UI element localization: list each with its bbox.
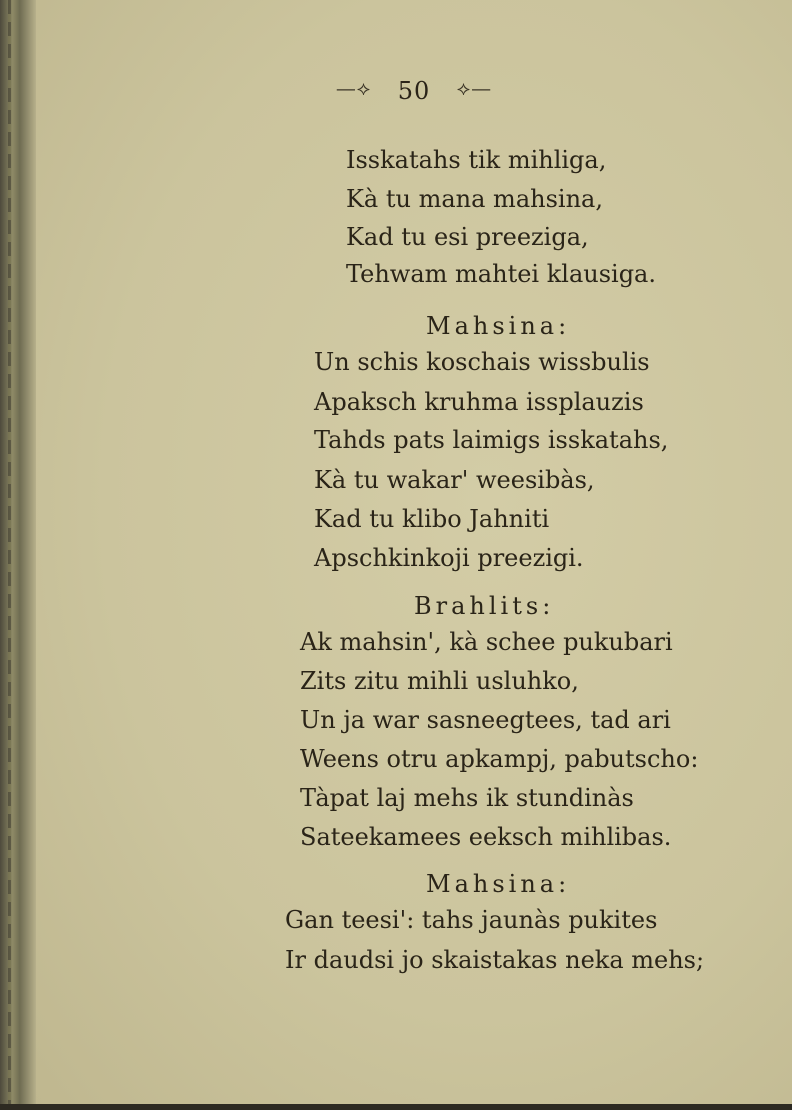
- verse-line: Tahds pats laimigs isskatahs,: [314, 426, 669, 454]
- book-binding: [0, 0, 36, 1110]
- verse-line: Zits zitu mihli usluhko,: [300, 667, 579, 695]
- speaker-heading: Mahsina:: [426, 870, 571, 898]
- verse-line: Kà tu wakar' weesibàs,: [314, 466, 595, 494]
- verse-line: Un schis koschais wissbulis: [314, 348, 650, 376]
- verse-line: Kad tu esi preeziga,: [346, 223, 589, 251]
- left-ornament: —⟡: [335, 76, 372, 100]
- verse-line: Tàpat laj mehs ik stundinàs: [300, 784, 634, 812]
- speaker-heading: Brahlits:: [414, 592, 555, 620]
- verse-line: Kà tu mana mahsina,: [346, 185, 603, 213]
- page-number: 50: [397, 77, 431, 105]
- verse-line: Weens otru apkampj, pabutscho:: [300, 745, 699, 773]
- verse-line: Sateekamees eeksch mihlibas.: [300, 823, 672, 851]
- verse-line: Tehwam mahtei klausiga.: [346, 260, 656, 288]
- speaker-heading: Mahsina:: [426, 312, 571, 340]
- verse-line: Un ja war sasneegtees, tad ari: [300, 706, 671, 734]
- page-header: [36, 76, 792, 105]
- right-ornament: ⟡—: [456, 76, 493, 100]
- verse-line: Ir daudsi jo skaistakas neka mehs;: [285, 946, 705, 974]
- verse-line: Kad tu klibo Jahniti: [314, 505, 550, 533]
- verse-line: Isskatahs tik mihliga,: [346, 146, 607, 174]
- verse-line: Apschkinkoji preezigi.: [314, 544, 584, 572]
- verse-line: Gan teesi': tahs jaunàs pukites: [285, 906, 658, 934]
- verse-line: Apaksch kruhma issplauzis: [314, 388, 644, 416]
- page-bottom-edge: [0, 1104, 792, 1110]
- verse-line: Ak mahsin', kà schee pukubari: [300, 628, 673, 656]
